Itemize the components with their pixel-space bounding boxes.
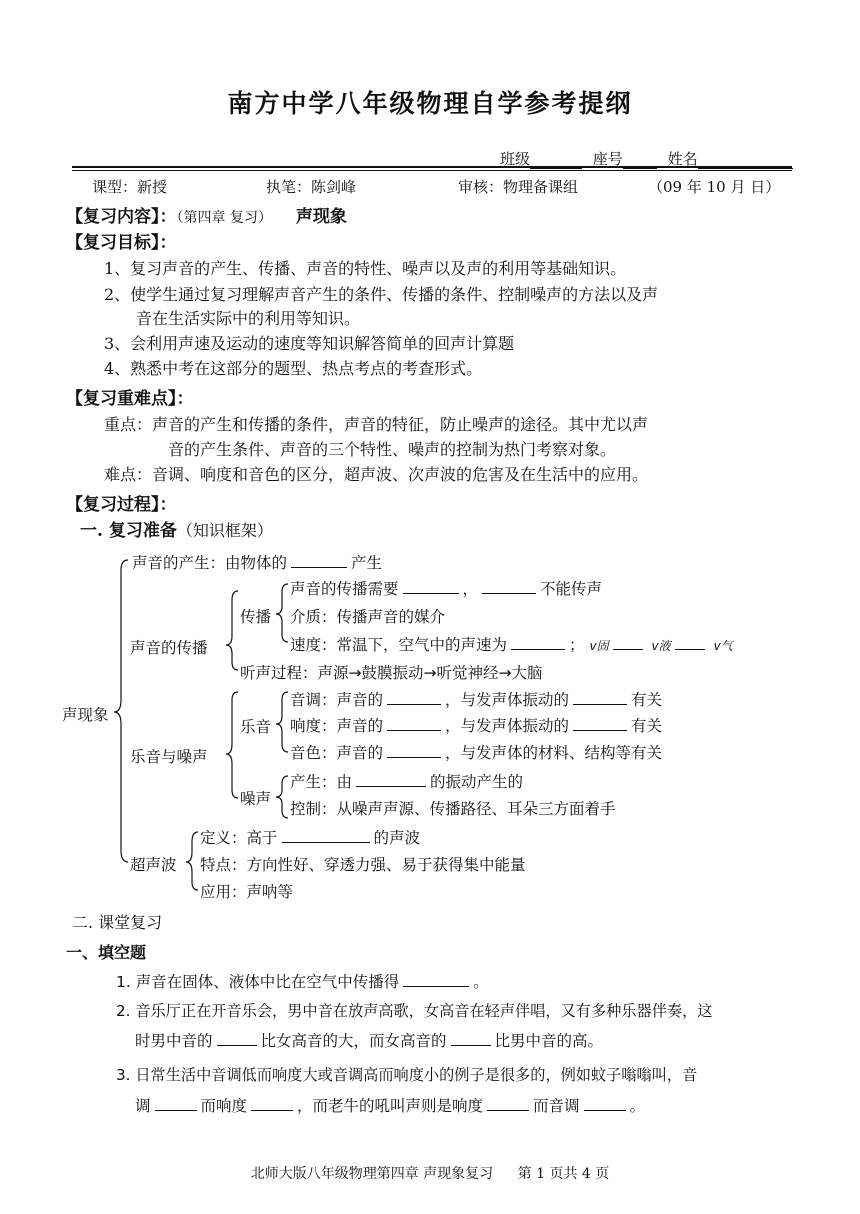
review-topic: 声现象 — [295, 207, 347, 227]
fill-blank — [403, 972, 469, 987]
part2-heading: 二. 课堂复习 — [72, 913, 163, 932]
tree-pitch — [290, 688, 662, 710]
page-number: 第 1 页共 4 页 — [517, 1166, 610, 1182]
goal-item: 3、会利用声速及运动的速度等知识解答简单的回声计算题 — [104, 334, 515, 353]
tree-noise-source-end: 的振动产生的 — [430, 773, 524, 791]
question-1 — [116, 970, 489, 992]
tree-timbre — [290, 741, 662, 763]
tree-production — [132, 551, 382, 573]
process-label: 【复习过程】： — [66, 495, 177, 515]
fill-blank — [573, 716, 627, 731]
fill-blank — [403, 579, 459, 594]
v-solid: v固 — [589, 639, 609, 653]
tree-noise-source — [290, 770, 523, 792]
v-liquid: v液 — [651, 639, 671, 653]
part1-sub: （知识框架） — [176, 521, 273, 540]
q3-e: 。 — [629, 1097, 646, 1115]
tree-noise: 噪声 — [240, 790, 272, 808]
fill-blank — [291, 553, 347, 568]
q1-text: 1. 声音在固体、液体中比在空气中传播得 — [116, 973, 400, 991]
tree-timbre-text: 音色：声音的 — [290, 744, 384, 762]
tree-def — [200, 826, 420, 848]
key-points-label: 【复习重难点】： — [66, 389, 194, 409]
fill-blank — [511, 635, 565, 650]
key-point-line: 重点：声音的产生和传播的条件，声音的特征，防止噪声的途径。其中尤以声 — [104, 415, 649, 434]
fill-blank — [387, 743, 441, 758]
fill-blank — [217, 1031, 257, 1046]
fill-blank — [482, 579, 536, 594]
footer-text: 北师大版八年级物理第四章 声现象复习 — [250, 1166, 494, 1182]
seat-label: 座号 — [592, 150, 623, 168]
q2-b: 比女高音的大，而女高音的 — [260, 1032, 447, 1050]
tree-use: 应用：声呐等 — [200, 883, 294, 901]
question-2-line1: 2. 音乐厅正在开音乐会，男中音在放声高歌，女高音在轻声伴唱，又有多种乐器伴奏，这 — [116, 1002, 713, 1020]
q2-a: 时男中音的 — [135, 1032, 213, 1050]
tree-feature: 特点：方向性好、穿透力强、易于获得集中能量 — [200, 856, 526, 874]
fill-blank — [487, 1096, 529, 1111]
tree-loudness — [290, 714, 662, 736]
tree-music: 乐音 — [240, 718, 272, 736]
fill-in-label: 一、填空题 — [66, 943, 147, 962]
q3-c: ，而老牛的吼叫声则是响度 — [297, 1097, 484, 1115]
tree-def-end: 的声波 — [373, 829, 421, 847]
tree-music-noise: 乐音与噪声 — [130, 748, 208, 766]
tree-noise-source-text: 产生：由 — [290, 773, 353, 791]
fill-blank — [451, 1031, 491, 1046]
tree-needs-text: 声音的传播需要 — [290, 580, 399, 598]
question-3-line1: 3. 日常生活中音调低而响度大或音调高而响度小的例子是很多的，例如蚊子嗡嗡叫，音 — [116, 1066, 698, 1084]
tree-cannot-text: 不能传声 — [540, 580, 603, 598]
tree-spread: 传播 — [240, 608, 272, 626]
difficult-point: 难点：音调、响度和音色的区分，超声波、次声波的危害及在生活中的应用。 — [104, 465, 649, 484]
goal-item: 音在生活实际中的利用等知识。 — [136, 309, 361, 328]
tree-timbre-mid: ，与发声体的材料、结构等有关 — [445, 744, 663, 762]
reviewer: 审核：物理备课组 — [458, 178, 579, 196]
tree-loudness-end: 有关 — [631, 717, 663, 735]
key-point-line: 音的产生条件、声音的三个特性、噪声的控制为热门考察对象。 — [168, 440, 617, 459]
part1-label: 一. 复习准备 — [80, 521, 177, 541]
q3-b: 而响度 — [200, 1097, 248, 1115]
tree-production-end: 产生 — [351, 554, 383, 572]
question-3-line2 — [135, 1094, 645, 1116]
name-label: 姓名 — [667, 150, 698, 168]
goal-item: 2、使学生通过复习理解声音产生的条件、传播的条件、控制噪声的方法以及声 — [104, 285, 659, 304]
fill-blank — [155, 1096, 197, 1111]
fill-blank — [387, 716, 441, 731]
review-chapter: （第四章 复习） — [176, 210, 272, 226]
fill-blank — [584, 1096, 626, 1111]
tree-pitch-mid: ，与发声体振动的 — [445, 691, 570, 709]
goal-item: 4、熟悉中考在这部分的题型、热点考点的考查形式。 — [104, 359, 483, 378]
fill-blank — [573, 690, 627, 705]
page-footer — [0, 1163, 860, 1183]
fill-blank — [387, 690, 441, 705]
v-gas: v气 — [713, 639, 733, 653]
question-2-line2 — [135, 1029, 603, 1051]
q3-d: 而音调 — [533, 1097, 580, 1115]
review-goals-label: 【复习目标】： — [66, 233, 177, 253]
goal-item: 1、复习声音的产生、传播、声音的特性、噪声以及声的利用等基础知识。 — [104, 259, 627, 278]
tree-comma: ， — [462, 580, 479, 598]
review-content-label: 【复习内容】： — [66, 207, 177, 227]
tree-pitch-text: 音调：声音的 — [290, 691, 384, 709]
date: （09 年 10 月 日） — [648, 178, 781, 196]
tree-def-text: 定义：高于 — [200, 829, 278, 847]
page-title: 南方中学八年级物理自学参考提纲 — [227, 89, 633, 118]
tree-speed-text: 速度：常温下，空气中的声速为 — [290, 636, 508, 654]
tree-medium: 介质：传播声音的媒介 — [290, 608, 446, 626]
tree-speed — [290, 633, 733, 655]
tree-production-text: 声音的产生：由物体的 — [132, 554, 288, 572]
tree-loudness-text: 响度：声音的 — [290, 717, 384, 735]
tree-pitch-end: 有关 — [631, 691, 663, 709]
class-label: 班级 — [500, 150, 531, 168]
fill-blank — [613, 635, 643, 650]
tree-noise-control: 控制：从噪声声源、传播路径、耳朵三方面着手 — [290, 800, 616, 818]
q3-a: 调 — [135, 1097, 151, 1115]
tree-hearing: 听声过程：声源→鼓膜振动→听觉神经→大脑 — [240, 664, 543, 682]
fill-blank — [675, 635, 705, 650]
fill-blank — [251, 1096, 293, 1111]
tree-root: 声现象 — [62, 706, 109, 724]
tree-loudness-mid: ，与发声体振动的 — [445, 717, 570, 735]
author: 执笔：陈剑峰 — [266, 178, 357, 196]
q2-c: 比男中音的高。 — [494, 1032, 604, 1050]
course-type: 课型：新授 — [92, 178, 168, 196]
tree-propagation: 声音的传播 — [130, 639, 208, 657]
fill-blank — [282, 828, 370, 843]
q1-end: 。 — [473, 973, 489, 991]
tree-needs — [290, 577, 602, 599]
fill-blank — [356, 772, 426, 787]
tree-ultrasonic: 超声波 — [130, 856, 177, 874]
tree-semicolon: ； — [569, 636, 585, 654]
